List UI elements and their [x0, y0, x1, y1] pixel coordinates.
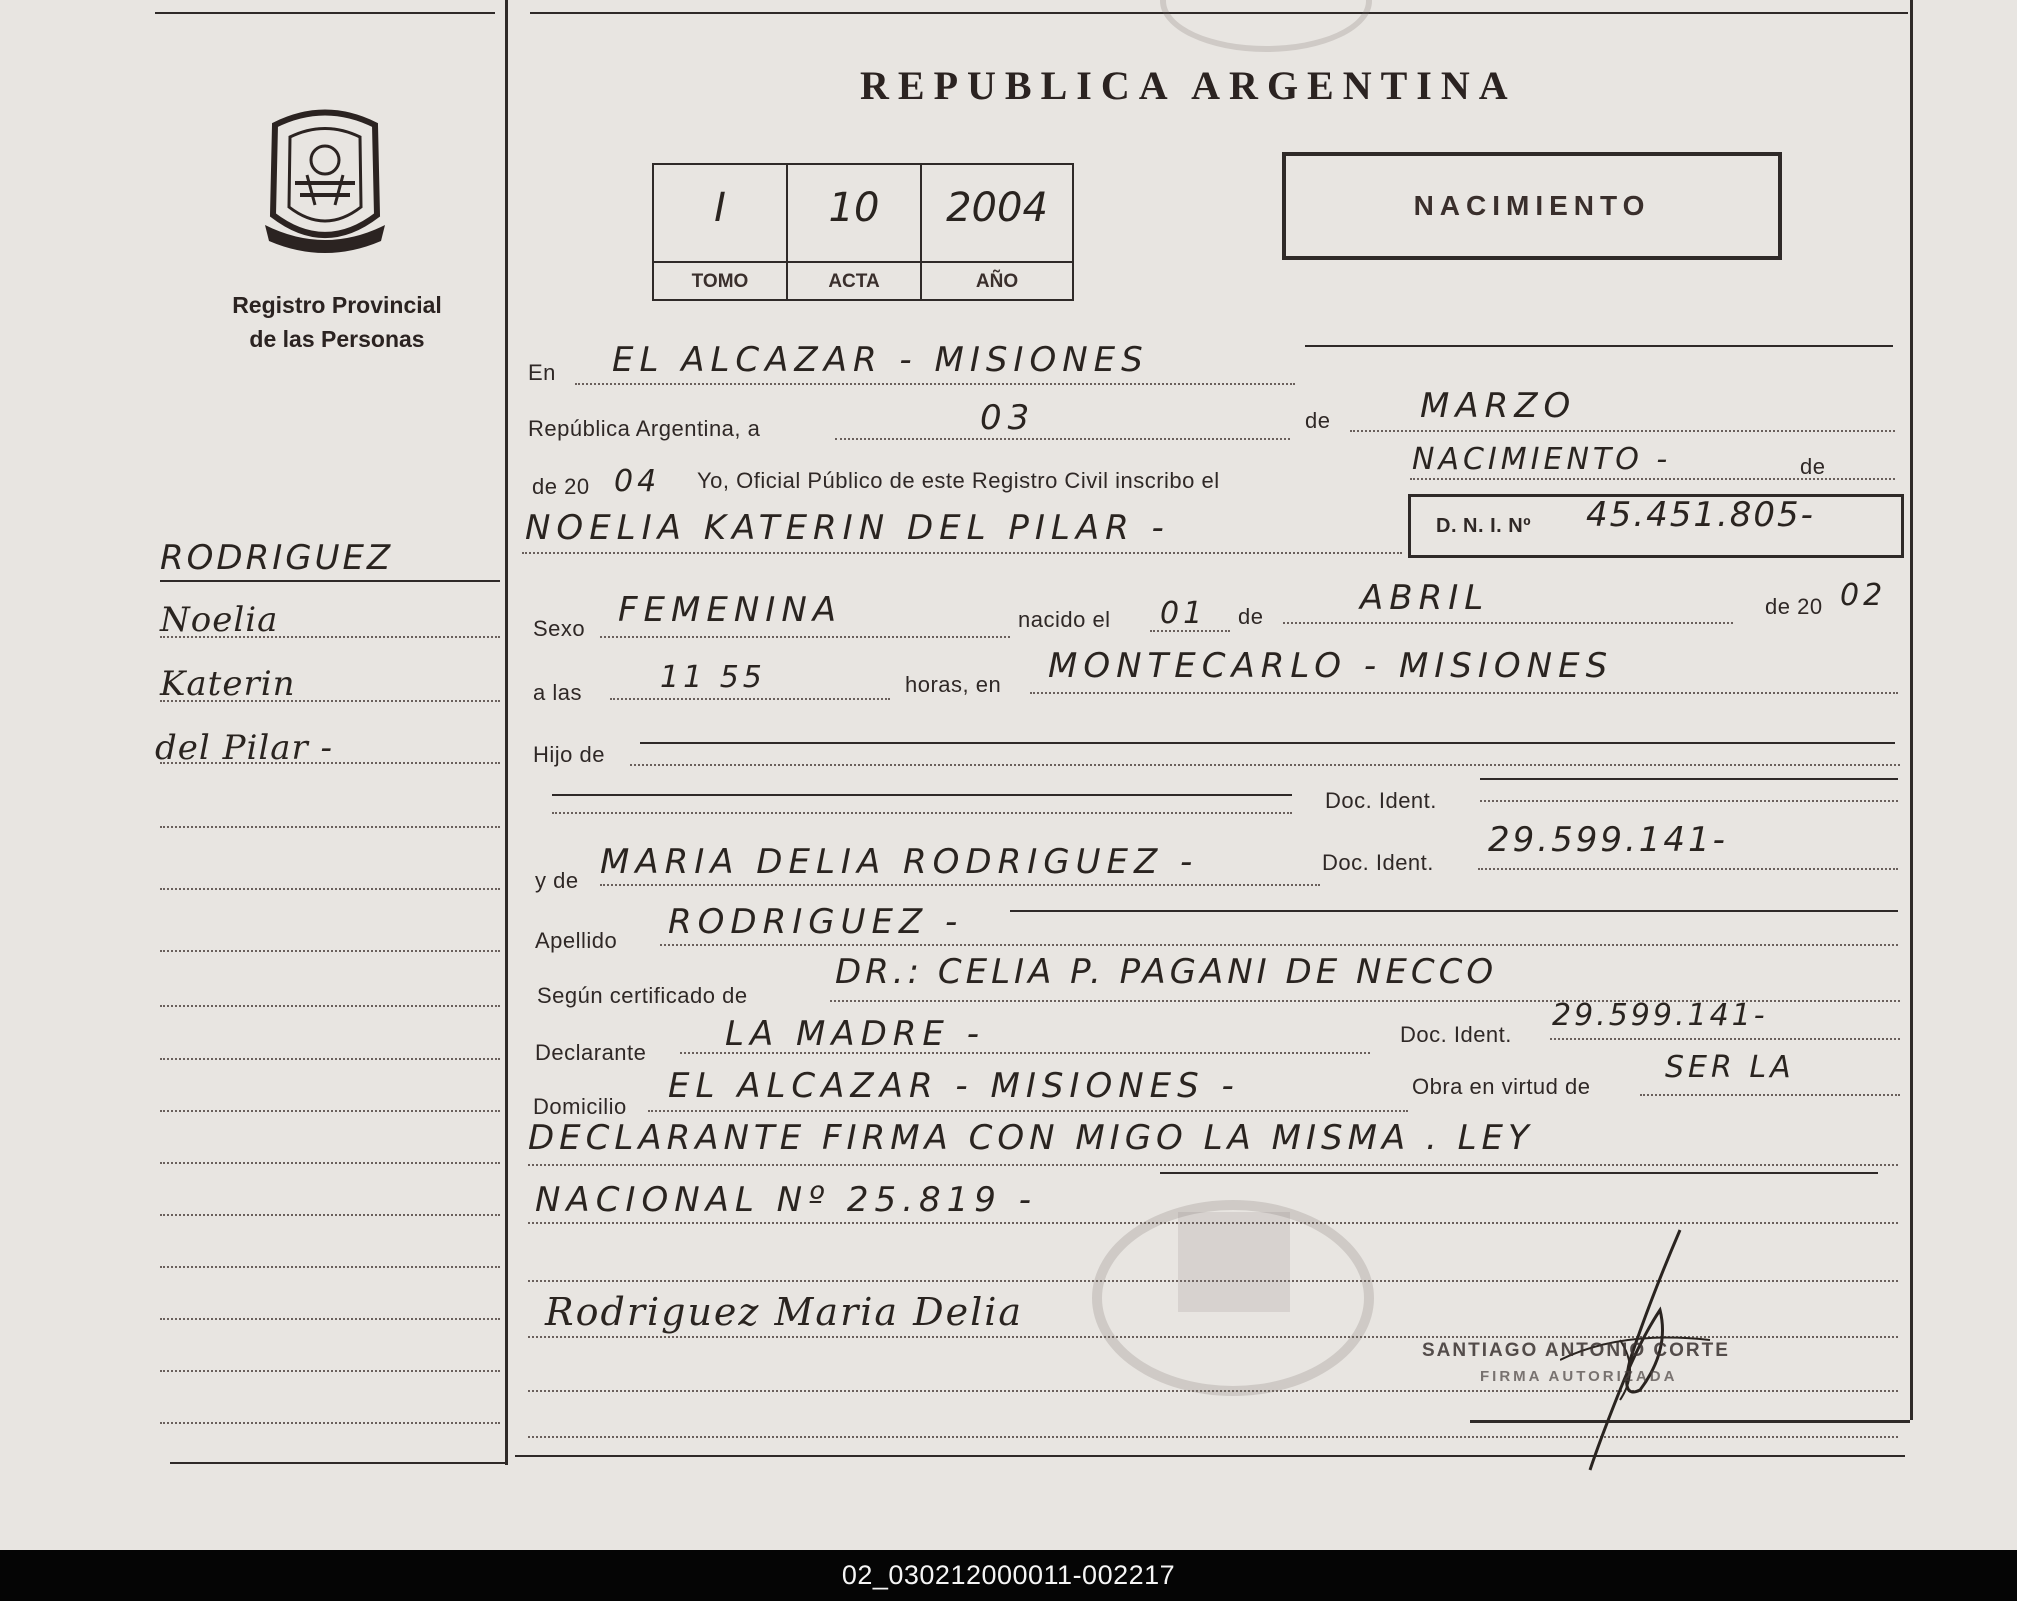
bottom-rule-left [170, 1462, 508, 1464]
obra-line2 [528, 1164, 1898, 1166]
en-value: EL ALCAZAR - MISIONES [612, 340, 1149, 380]
father-line [552, 812, 1292, 814]
margin-rule-1 [160, 580, 500, 582]
image-id-bar [0, 1550, 2017, 1601]
birth-year-value: 02 [1840, 578, 1887, 613]
acta-value: 10 [828, 185, 880, 231]
en-label: En [528, 360, 556, 385]
official-seal-name: SANTIAGO ANTONIO CORTE [1422, 1340, 1730, 1361]
apellido-value: RODRIGUEZ - [668, 902, 964, 942]
apellido-line [660, 944, 1898, 946]
mother-line [600, 884, 1320, 886]
segun-label: Según certificado de [537, 983, 748, 1008]
apellido-label: Apellido [535, 928, 618, 953]
hijo-label: Hijo de [533, 742, 605, 767]
margin-line [160, 826, 500, 828]
birth-month-line [1283, 622, 1733, 624]
margin-line [160, 1110, 500, 1112]
birth-month-value: ABRIL [1360, 578, 1490, 618]
doc-label-mother: Doc. Ident. [1322, 850, 1434, 875]
act-type-box [1282, 152, 1782, 260]
de-label-3: de [1238, 604, 1264, 629]
de-label: de [1305, 408, 1331, 433]
official-stamp-center [1178, 1212, 1290, 1312]
image-id-label: 02_030212000011-002217 [841, 1560, 1176, 1590]
declarante-value: LA MADRE - [725, 1014, 985, 1054]
hour-line [610, 698, 890, 700]
fullname-line [522, 552, 1402, 554]
obra-line [1640, 1094, 1900, 1096]
alas-label: a las [533, 680, 582, 705]
father-doc-rule [1480, 778, 1898, 780]
right-border [1910, 0, 1913, 1420]
registry-office-name [206, 288, 468, 356]
margin-line [160, 950, 500, 952]
father-rule [552, 794, 1292, 796]
domicilio-value: EL ALCAZAR - MISIONES - [668, 1066, 1240, 1106]
ano-cell [922, 165, 1072, 299]
obra-label: Obra en virtud de [1412, 1074, 1591, 1099]
margin-surname: RODRIGUEZ [160, 538, 394, 578]
mother-doc-line [1478, 868, 1898, 870]
horas-label: horas, en [905, 672, 1002, 697]
margin-name1: Noelia [160, 600, 279, 640]
place-value: MONTECARLO - MISIONES [1048, 646, 1614, 686]
margin-line [160, 1162, 500, 1164]
provincia-misiones-crest-icon [255, 105, 395, 255]
mother-value: MARIA DELIA RODRIGUEZ - [600, 842, 1199, 882]
tomo-value: I [714, 185, 726, 231]
margin-line [160, 888, 500, 890]
nacido-label: nacido el [1018, 607, 1111, 632]
full-name-value: NOELIA KATERIN DEL PILAR - [525, 508, 1170, 548]
apellido-rule [1010, 910, 1898, 912]
margin-line [160, 636, 500, 638]
dni-label: D. N. I. Nº [1436, 515, 1532, 537]
sexo-label: Sexo [533, 616, 586, 641]
official-seal-title: FIRMA AUTORIZADA [1480, 1368, 1678, 1385]
act-type-label: NACIMIENTO [1413, 190, 1651, 221]
domicilio-label: Domicilio [533, 1094, 627, 1119]
de20-label: de 20 [532, 474, 590, 499]
registry-number-box [652, 163, 1074, 301]
birth-day-value: 01 [1160, 596, 1207, 631]
doc-label-declarante: Doc. Ident. [1400, 1022, 1512, 1047]
ano-label: AÑO [922, 261, 1072, 293]
de20-label-2: de 20 [1765, 594, 1823, 619]
mother-doc-value: 29.599.141- [1488, 820, 1728, 860]
top-stamp-fragment [1160, 0, 1372, 52]
en-line [575, 383, 1295, 385]
margin-name2: Katerin [160, 664, 296, 704]
doc-label-father: Doc. Ident. [1325, 788, 1437, 813]
left-top-rule [155, 12, 495, 14]
yo-label: Yo, Oficial Público de este Registro Civil inscribo el [697, 468, 1220, 493]
declarant-signature: Rodriguez Maria Delia [545, 1290, 1024, 1334]
tomo-label: TOMO [654, 261, 786, 293]
obra-line2-value: DECLARANTE FIRMA CON MIGO LA MISMA . LEY [528, 1118, 1534, 1158]
day-value: 03 [980, 398, 1036, 438]
margin-line [160, 1318, 500, 1320]
inscribo-value: NACIMIENTO - [1412, 442, 1672, 477]
republica-label: República Argentina, a [528, 416, 761, 441]
yde-label: y de [535, 868, 579, 893]
obra-value: SER LA [1665, 1050, 1795, 1085]
office-name-line2: de las Personas [249, 326, 425, 352]
acta-cell [788, 165, 922, 299]
declarante-label: Declarante [535, 1040, 647, 1065]
margin-line [160, 1266, 500, 1268]
segun-value: DR.: CELIA P. PAGANI DE NECCO [835, 952, 1498, 992]
margin-line [160, 1422, 500, 1424]
obra-line3-value: NACIONAL Nº 25.819 - [535, 1180, 1037, 1220]
domicilio-line [648, 1110, 1408, 1112]
office-name-line1: Registro Provincial [232, 292, 442, 318]
acta-label: ACTA [788, 261, 920, 293]
margin-line [160, 1214, 500, 1216]
place-line [1030, 692, 1898, 694]
year-value: 04 [614, 464, 661, 499]
day-line [835, 438, 1290, 440]
de-label-2: de [1800, 454, 1826, 479]
margin-name3: del Pilar - [155, 728, 334, 768]
father-doc-line [1480, 800, 1898, 802]
month-value: MARZO [1420, 386, 1577, 426]
declarante-doc-value: 29.599.141- [1552, 998, 1768, 1033]
tomo-cell [654, 165, 788, 299]
margin-line [160, 762, 500, 764]
dni-value: 45.451.805- [1586, 495, 1815, 535]
left-column-divider [505, 0, 508, 1465]
hijo-line [630, 764, 1900, 766]
dni-box [1408, 494, 1904, 558]
margin-line [160, 1058, 500, 1060]
ano-value: 2004 [946, 185, 1048, 231]
en-tail-rule [1305, 345, 1893, 347]
hijo-rule [640, 742, 1895, 744]
sexo-line [600, 636, 1010, 638]
declarante-doc-line [1550, 1038, 1900, 1040]
sexo-value: FEMENINA [618, 590, 843, 630]
month-line [1350, 430, 1895, 432]
margin-line [160, 1370, 500, 1372]
margin-line [160, 700, 500, 702]
obra-line3-rule [1160, 1172, 1878, 1174]
margin-line [160, 1005, 500, 1007]
hour-value: 11 55 [660, 660, 766, 695]
country-title: REPUBLICA ARGENTINA [860, 63, 1517, 108]
